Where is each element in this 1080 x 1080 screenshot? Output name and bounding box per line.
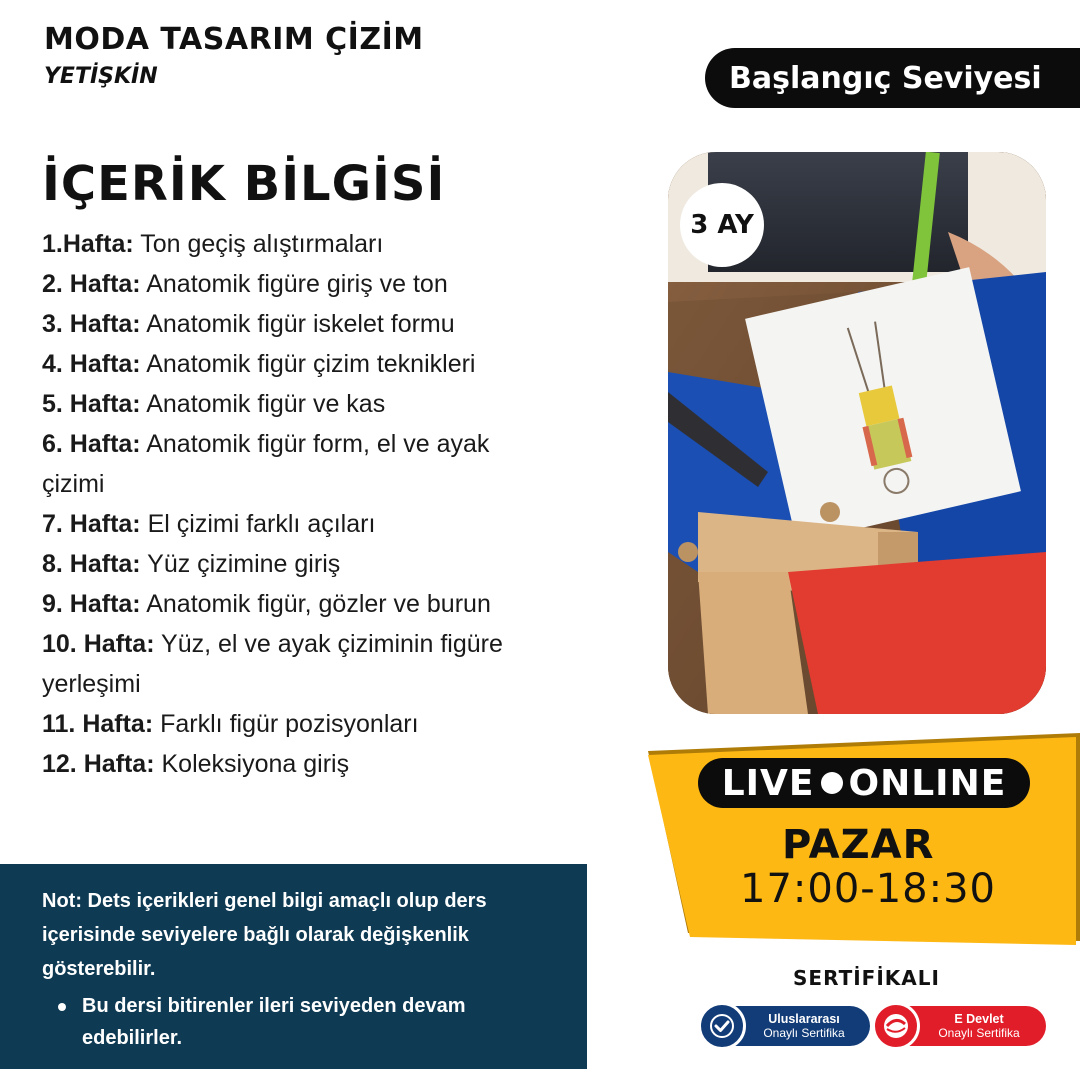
list-item <box>42 384 542 424</box>
live-online-badge <box>698 758 1030 808</box>
week-label: 8. Hafta: <box>42 550 141 578</box>
week-topic: Anatomik figür çizim teknikleri <box>146 350 476 378</box>
week-label: 7. Hafta: <box>42 510 141 538</box>
cert-intl-title: Uluslararası <box>768 1012 840 1026</box>
list-item <box>42 504 542 544</box>
level-label: Başlangıç Seviyesi <box>729 60 1042 96</box>
course-title: MODA TASARIM ÇİZİM <box>44 22 424 57</box>
week-topic: Koleksiyona giriş <box>161 750 350 778</box>
list-item <box>42 224 542 264</box>
cert-edevlet-title: E Devlet <box>954 1012 1004 1026</box>
list-item <box>42 704 542 744</box>
note-bullets <box>42 990 567 1054</box>
week-topic: Anatomik figür, gözler ve burun <box>146 590 491 618</box>
week-topic: Anatomik figüre giriş ve ton <box>146 270 448 298</box>
cert-edevlet-sub: Onaylı Sertifika <box>938 1026 1020 1040</box>
content-heading: İÇERİK BİLGİSİ <box>42 156 446 212</box>
note-bullet: Bu dersi bitirenler ileri seviyeden devam edebilirler. <box>42 990 567 1054</box>
list-item <box>42 424 542 504</box>
list-item <box>42 624 542 704</box>
week-label: 11. Hafta: <box>42 710 154 738</box>
week-label: 12. Hafta: <box>42 750 155 778</box>
week-label: 10. Hafta: <box>42 630 155 658</box>
week-topic: Farklı figür pozisyonları <box>160 710 419 738</box>
week-label: 6. Hafta: <box>42 430 141 458</box>
course-audience: YETİŞKİN <box>44 64 158 89</box>
day-label: PAZAR <box>782 822 935 868</box>
list-item <box>42 544 542 584</box>
note-box <box>0 864 587 1069</box>
week-label: 5. Hafta: <box>42 390 141 418</box>
week-label: 2. Hafta: <box>42 270 141 298</box>
week-topic: Anatomik figür form, el ve ayak çizimi <box>42 430 490 498</box>
level-badge <box>705 48 1080 108</box>
live-label: LIVE <box>721 762 815 804</box>
schedule-time: 17:00-18:30 <box>740 866 996 912</box>
week-label: 3. Hafta: <box>42 310 141 338</box>
duration-badge <box>680 183 764 267</box>
cert-intl-sub: Onaylı Sertifika <box>763 1026 845 1040</box>
week-topic: Yüz çizimine giriş <box>147 550 341 578</box>
week-topic: Ton geçiş alıştırmaları <box>140 230 384 258</box>
list-item <box>42 264 542 304</box>
international-certificate-badge <box>700 1006 870 1046</box>
list-item <box>42 584 542 624</box>
edevlet-logo-icon <box>872 1002 920 1050</box>
week-label: 1.Hafta: <box>42 230 134 258</box>
list-item <box>42 744 542 784</box>
certificate-title: SERTİFİKALI <box>793 966 940 990</box>
week-topic: Anatomik figür ve kas <box>146 390 386 418</box>
list-item <box>42 304 542 344</box>
note-text: Not: Dets içerikleri genel bilgi amaçlı olup ders içerisinde seviyelere bağlı olarak değişkenlik gösterebilir. <box>42 890 487 980</box>
week-list <box>42 224 542 784</box>
checkmark-icon <box>698 1002 746 1050</box>
duration-label: 3 AY <box>690 210 754 240</box>
online-label: ONLINE <box>848 762 1007 804</box>
week-label: 9. Hafta: <box>42 590 141 618</box>
week-label: 4. Hafta: <box>42 350 141 378</box>
week-topic: El çizimi farklı açıları <box>147 510 376 538</box>
week-topic: Yüz, el ve ayak çiziminin figüre yerleşimi <box>42 630 503 698</box>
schedule-day <box>782 822 934 868</box>
list-item <box>42 344 542 384</box>
week-topic: Anatomik figür iskelet formu <box>146 310 455 338</box>
edevlet-certificate-badge <box>874 1006 1046 1046</box>
live-dot-icon <box>821 772 843 794</box>
